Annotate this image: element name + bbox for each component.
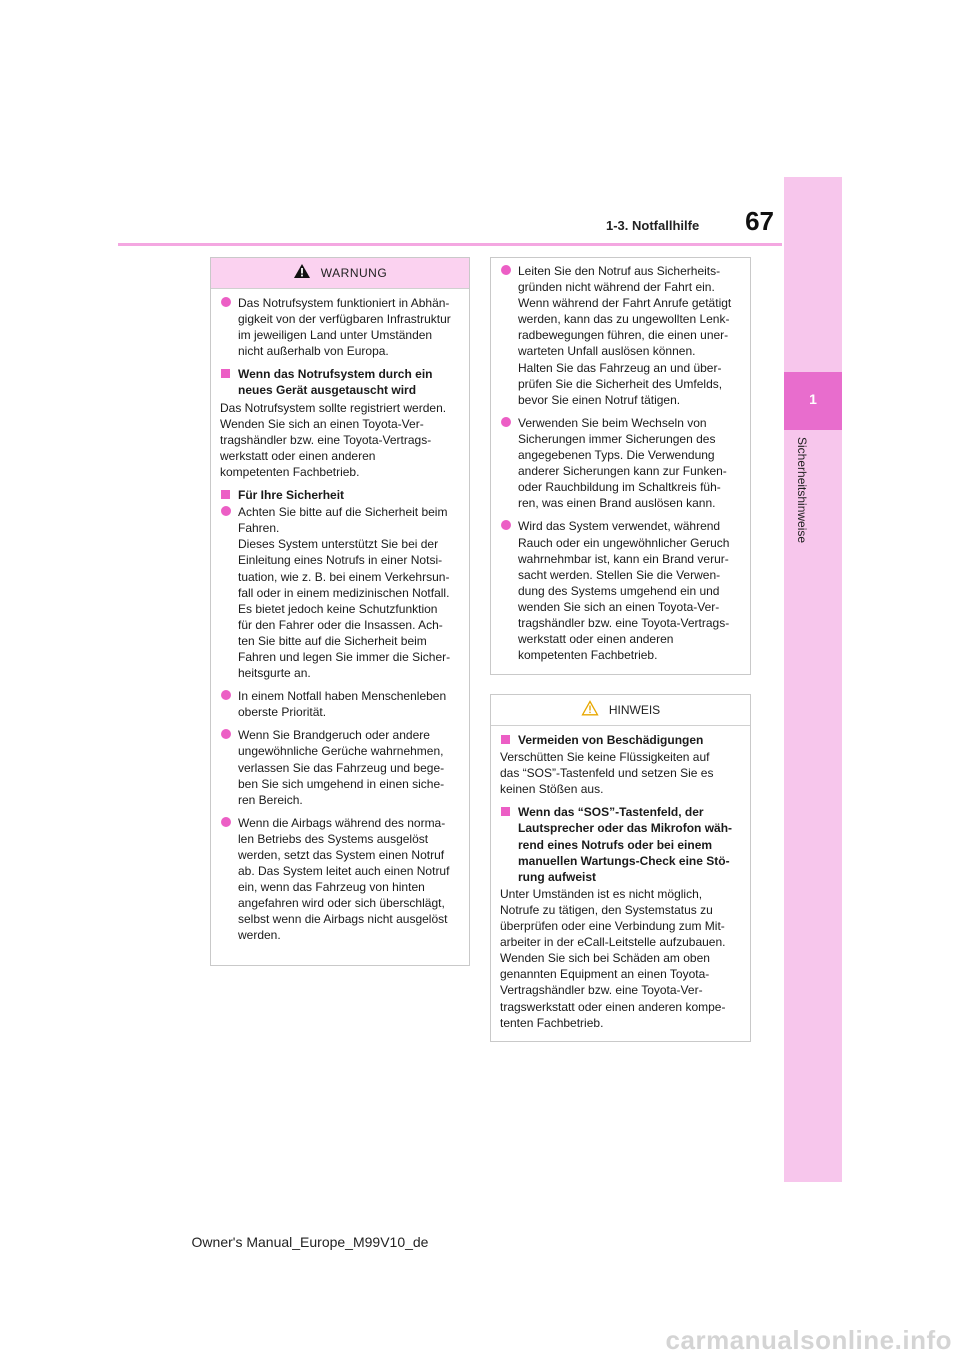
chapter-number: 1	[809, 391, 817, 407]
bullet-dot-icon	[221, 690, 231, 700]
bullet-item	[500, 415, 741, 512]
bullet-text: Verwenden Sie beim Wechseln von Sicherungen immer Sicherungen des angegebenen Typs. Die Verwendung anderer Sicherungen kann zur Funken- oder Rauchbildung im Schaltkreis füh- ren, was einen Brand auslösen kann.	[518, 415, 727, 511]
heading-text: Vermeiden von Beschädigungen	[518, 733, 704, 747]
paragraph	[220, 400, 460, 480]
bullet-text: Leiten Sie den Notruf aus Sicherheits- gründen nicht während der Fahrt ein. Wenn während der Fahrt Anrufe getätigt werden, kann das zu ungewollten Lenk- radbewegungen führen, die einen uner- warteten Unfall auslösen können. Halten Sie das Fahrzeug an und über- prüfen Sie die Sicherheit des Umfelds, bevor Sie einen Notruf tätigen.	[518, 264, 732, 407]
bullet-dot-icon	[221, 729, 231, 739]
square-bullet-icon	[501, 807, 510, 816]
subsection-heading	[220, 487, 460, 503]
bullet-text: Das Notrufsystem funktioniert in Abhän- gigkeit von der verfügbaren Infrastruktur im jeweiligen Land unter Umständen nicht außerhalb von Europa.	[238, 296, 451, 359]
page-number: 67	[745, 206, 774, 236]
bullet-text: Wenn die Airbags während des norma- len Betriebs des Systems ausgelöst werden, setzt das System einen Notruf ab. Das System leitet auch einen Notruf ein, wenn das Fahrzeug von hinten angefahren wird oder sich überschlägt, selbst wenn die Airbags nicht ausgelöst werden.	[238, 815, 450, 943]
bullet-dot-icon	[501, 265, 511, 275]
bullet-dot-icon	[221, 297, 231, 307]
notice-box-header	[491, 695, 750, 726]
warning-box	[210, 257, 470, 966]
bullet-dot-icon	[501, 417, 511, 427]
bullet-dot-icon	[221, 817, 231, 827]
subsection-heading	[500, 732, 741, 748]
bullet-dot-icon	[501, 520, 511, 530]
warning-triangle-icon	[293, 263, 311, 283]
warning-box-header	[211, 258, 469, 289]
bullet-text: In einem Notfall haben Menschenleben oberste Priorität.	[238, 689, 447, 720]
bullet-item	[220, 815, 460, 944]
notice-box-body	[491, 726, 750, 1046]
chapter-side-tab	[784, 177, 842, 1182]
notice-box	[490, 694, 751, 1042]
header-rule	[118, 243, 782, 246]
bullet-item	[220, 688, 460, 720]
paragraph-text: Das Notrufsystem sollte registriert werden. Wenden Sie sich an einen Toyota-Ver- tragshändler bzw. eine Toyota-Vertrags- werkstatt oder einen anderen kompetenten Fachbetrieb.	[220, 400, 447, 479]
warning-continuation-box	[490, 257, 751, 675]
warning-continuation-body	[491, 258, 750, 678]
heading-text: Wenn das “SOS”-Tastenfeld, der Lautsprecher oder das Mikrofon wäh- rend eines Notrufs oder bei einem manuellen Wartungs-Check eine Stö- rung aufweist	[518, 805, 733, 884]
bullet-dot-icon	[221, 506, 231, 516]
bullet-item	[220, 504, 460, 681]
paragraph	[500, 749, 741, 797]
bullet-text: Wenn Sie Brandgeruch oder andere ungewöhnliche Gerüche wahrnehmen, verlassen Sie das Fahrzeug und bege- ben Sie sich umgehend in einen siche- ren Bereich.	[238, 728, 445, 807]
heading-text: Wenn das Notrufsystem durch ein neues Gerät ausgetauscht wird	[238, 367, 433, 398]
chapter-title	[781, 437, 811, 577]
bullet-item	[220, 727, 460, 807]
manual-footer: Owner's Manual_Europe_M99V10_de	[191, 1234, 429, 1250]
bullet-text: Wird das System verwendet, während Rauch oder ein ungewöhnlicher Geruch wahrnehmbar ist, kann ein Brand verur- sacht werden. Stellen Sie die Verwen- dung des Systems umgehend ein und wenden Sie sich an einen Toyota-Ver- tragshändler bzw. eine Toyota-Vertrags- werkstatt oder einen anderen kompetenten Fachbetrieb.	[518, 519, 730, 663]
subsection-heading	[220, 366, 460, 398]
chapter-title-text: Sicherheitshinweise	[795, 437, 809, 544]
notice-box-title: HINWEIS	[608, 702, 661, 717]
paragraph	[500, 886, 741, 1031]
warning-box-body	[211, 289, 469, 959]
paragraph-text: Unter Umständen ist es nicht möglich, Notrufe zu tätigen, den Systemstatus zu überprüfen oder eine Verbindung zum Mit- arbeiter in der eCall-Leitstelle aufzubauen. Wenden Sie sich bei Schäden am oben genannten Equipment an einen Toyota- Vertragshändler bzw. eine Toyota-Ver- tragswerkstatt oder einen anderen kompe- tenten Fachbetrieb.	[500, 886, 726, 1030]
bullet-item	[500, 263, 741, 408]
heading-text: Für Ihre Sicherheit	[238, 488, 345, 503]
bullet-item	[500, 518, 741, 663]
warning-box-title: WARNUNG	[320, 265, 388, 280]
watermark: carmanualsonline.info	[665, 1325, 952, 1355]
square-bullet-icon	[221, 490, 230, 499]
paragraph-text: Verschütten Sie keine Flüssigkeiten auf das “SOS”-Tastenfeld und setzen Sie es keinen Stößen aus.	[500, 750, 714, 797]
subsection-heading	[500, 804, 741, 884]
bullet-text: Achten Sie bitte auf die Sicherheit beim Fahren. Dieses System unterstützt Sie bei der Einleitung eines Notrufs in einer Notsi- tuation, wie z. B. bei einem Verkehrsun- fall oder in einem medizinischen Notfall. Es bietet jedoch keine Schutzfunktion für den Fahrer oder die Insassen. Ach- ten Sie bitte auf die Sicherheit beim Fahren und legen Sie immer die Sicher- heitsgurte an.	[238, 505, 451, 681]
square-bullet-icon	[501, 735, 510, 744]
caution-triangle-icon	[581, 700, 599, 720]
square-bullet-icon	[221, 369, 230, 378]
bullet-item	[220, 295, 460, 359]
section-header: 1-3. Notfallhilfe	[606, 218, 700, 233]
